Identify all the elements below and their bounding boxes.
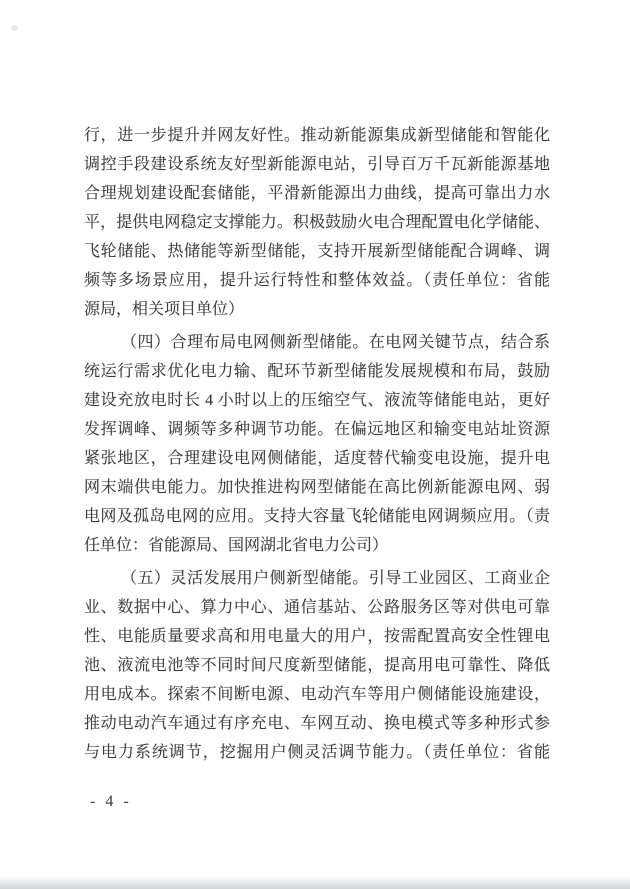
- text-line: 性、电能质量要求高和用电量大的用户，按需配置高安全性锂电: [84, 628, 550, 645]
- text-line: 行，进一步提升并网友好性。推动新能源集成新型储能和智能化: [84, 127, 550, 144]
- text-line: 建设充放电时长 4 小时以上的压缩空气、液流等储能电站，更好: [84, 392, 550, 409]
- text-line: （五）灵活发展用户侧新型储能。引导工业园区、工商业企: [121, 570, 550, 587]
- paragraph-item-5: [84, 564, 550, 767]
- text-line: 频等多场景应用，提升运行特性和整体效益。（责任单位：省能: [84, 272, 550, 289]
- document-body: [84, 121, 550, 767]
- text-line: 与电力系统调节，挖掘用户侧灵活调节能力。（责任单位：省能: [84, 744, 550, 761]
- text-line: （四）合理布局电网侧新型储能。在电网关键节点，结合系: [121, 334, 550, 351]
- text-line: 飞轮储能、热储能等新型储能，支持开展新型储能配合调峰、调: [84, 243, 550, 260]
- text-line: 任单位：省能源局、国网湖北省电力公司）: [84, 537, 389, 554]
- text-line: 电网及孤岛电网的应用。支持大容量飞轮储能电网调频应用。（责: [84, 508, 550, 525]
- text-line: 业、数据中心、算力中心、通信基站、公路服务区等对供电可靠: [84, 599, 550, 616]
- text-line: 推动电动汽车通过有序充电、车网互动、换电模式等多种形式参: [84, 715, 550, 732]
- paragraph-continuation: [84, 121, 550, 324]
- text-line: 用电成本。探索不间断电源、电动汽车等用户侧储能设施建设，: [84, 686, 550, 703]
- page-number: - 4 -: [90, 793, 132, 810]
- scan-shadow: [0, 876, 630, 889]
- text-line: 紧张地区，合理建设电网侧储能，适度替代输变电设施，提升电: [84, 450, 550, 467]
- text-line: 平，提供电网稳定支撑能力。积极鼓励火电合理配置电化学储能、: [84, 214, 550, 231]
- text-line: 调控手段建设系统友好型新能源电站，引导百万千瓦新能源基地: [84, 156, 550, 173]
- text-line: 网末端供电能力。加快推进构网型储能在高比例新能源电网、弱: [84, 479, 550, 496]
- text-line: 池、液流电池等不同时间尺度新型储能，提高用电可靠性、降低: [84, 657, 550, 674]
- text-line: 合理规划建设配套储能，平滑新能源出力曲线，提高可靠出力水: [84, 185, 550, 202]
- text-line: 统运行需求优化电力输、配环节新型储能发展规模和布局，鼓励: [84, 363, 550, 380]
- paragraph-item-4: [84, 328, 550, 560]
- text-line: 发挥调峰、调频等多种调节功能。在偏远地区和输变电站址资源: [84, 421, 550, 438]
- scan-artifact: [11, 25, 18, 31]
- text-line: 源局，相关项目单位）: [84, 301, 245, 318]
